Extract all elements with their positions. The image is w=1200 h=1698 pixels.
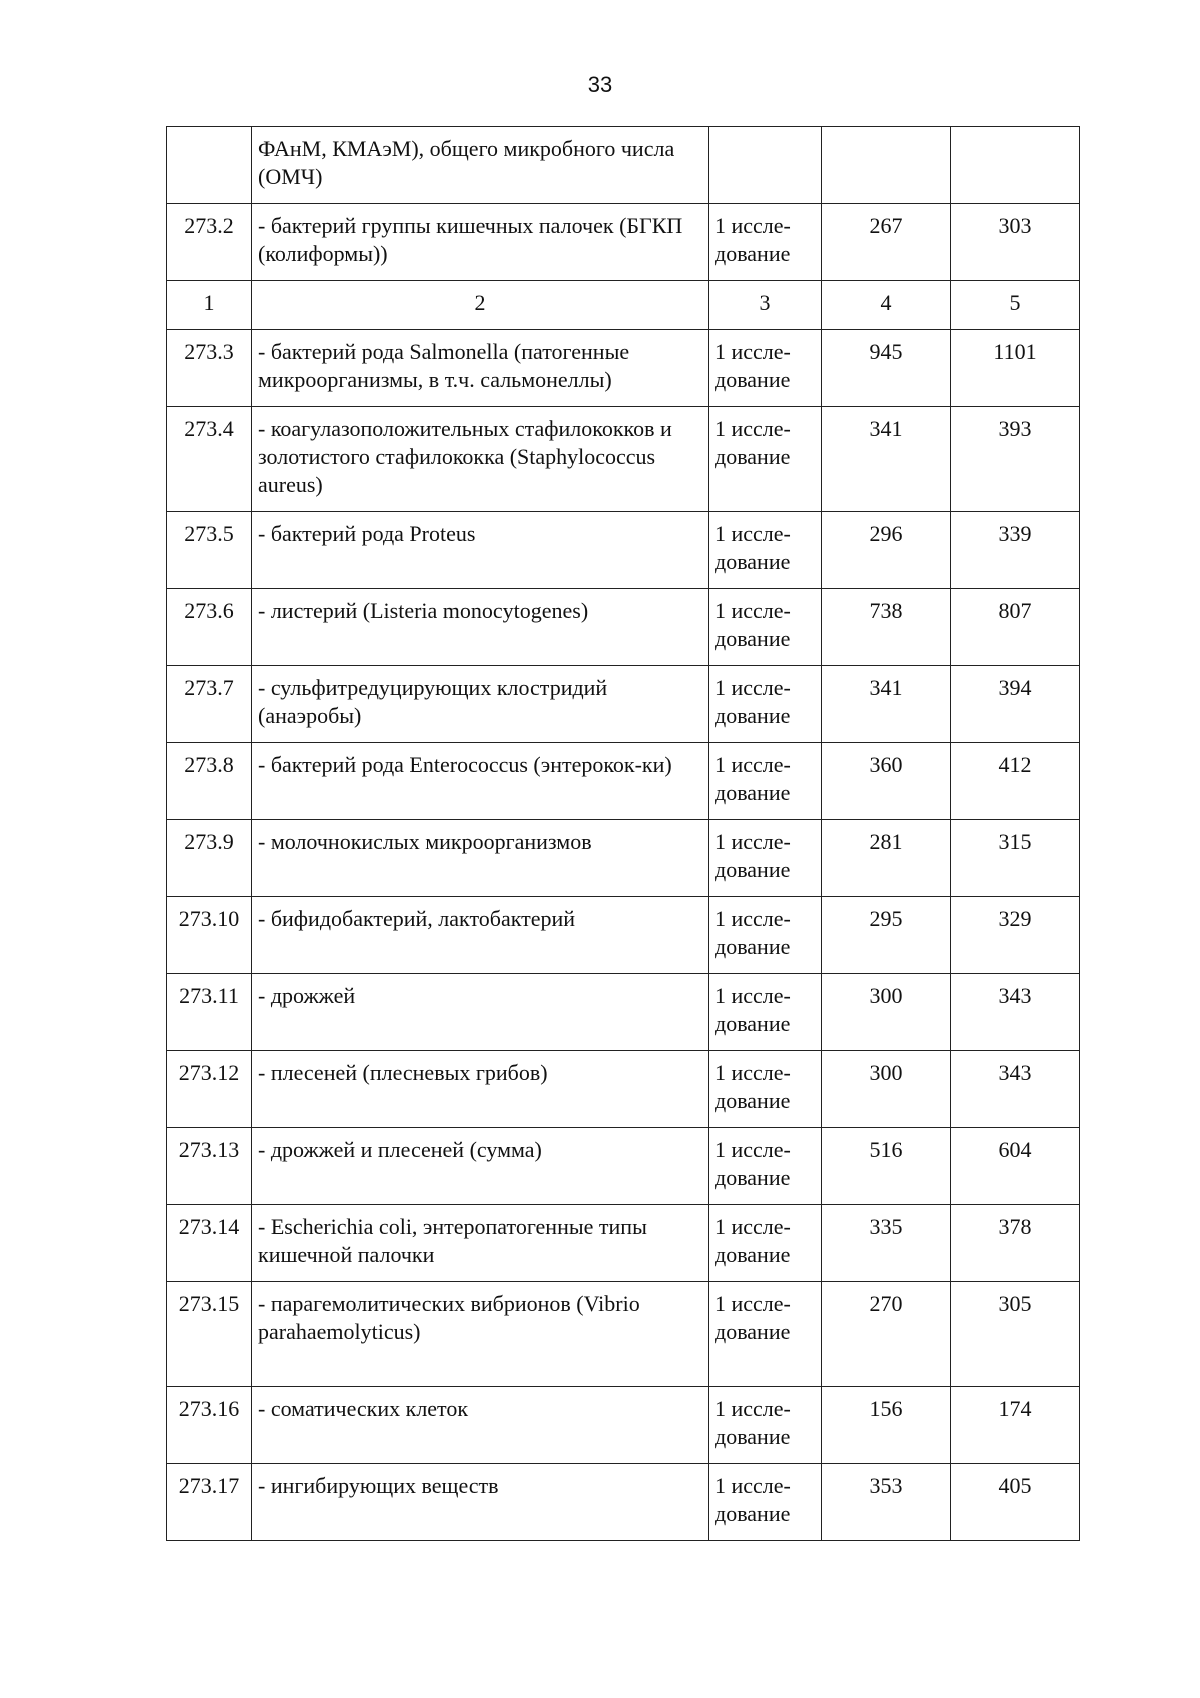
row-unit-cell: 1 иссле-дование xyxy=(709,820,822,897)
row-name-cell: - бактерий рода Salmonella (патогенные микроорганизмы, в т.ч. сальмонеллы) xyxy=(252,330,709,407)
page-number: 33 xyxy=(587,72,613,97)
table-row xyxy=(167,974,1080,1051)
row-price1-cell: 156 xyxy=(822,1387,951,1464)
row-price1-cell: 353 xyxy=(822,1464,951,1541)
row-price2-cell: 303 xyxy=(951,204,1080,281)
row-price1-cell: 296 xyxy=(822,512,951,589)
row-name-cell: - дрожжей и плесеней (сумма) xyxy=(252,1128,709,1205)
table-row xyxy=(167,407,1080,512)
row-price1-cell: 295 xyxy=(822,897,951,974)
row-unit-cell: 1 иссле-дование xyxy=(709,204,822,281)
row-price2-cell: 604 xyxy=(951,1128,1080,1205)
row-price2-cell: 329 xyxy=(951,897,1080,974)
row-number-cell: 273.12 xyxy=(167,1051,252,1128)
row-unit-cell: 1 иссле-дование xyxy=(709,666,822,743)
row-number-cell: 273.4 xyxy=(167,407,252,512)
row-number-cell: 273.11 xyxy=(167,974,252,1051)
row-number-cell: 273.3 xyxy=(167,330,252,407)
row-name-cell: - парагемолитических вибрионов (Vibrio parahaemolyticus) xyxy=(252,1282,709,1387)
column-index-cell: 1 xyxy=(167,281,252,330)
row-name-cell: - бактерий рода Enterococcus (энтерокок-ки) xyxy=(252,743,709,820)
row-price1-cell: 516 xyxy=(822,1128,951,1205)
row-unit-cell: 1 иссле-дование xyxy=(709,407,822,512)
row-price2-cell: 378 xyxy=(951,1205,1080,1282)
row-number-cell: 273.14 xyxy=(167,1205,252,1282)
row-price1-cell xyxy=(822,127,951,204)
row-number-cell: 273.17 xyxy=(167,1464,252,1541)
row-price1-cell: 341 xyxy=(822,407,951,512)
table-row xyxy=(167,204,1080,281)
table-row xyxy=(167,743,1080,820)
row-number-cell: 273.10 xyxy=(167,897,252,974)
row-unit-cell: 1 иссле-дование xyxy=(709,974,822,1051)
row-price1-cell: 341 xyxy=(822,666,951,743)
row-price2-cell: 343 xyxy=(951,974,1080,1051)
row-unit-cell: 1 иссле-дование xyxy=(709,1464,822,1541)
row-price2-cell: 339 xyxy=(951,512,1080,589)
row-price2-cell: 1101 xyxy=(951,330,1080,407)
row-price2-cell: 393 xyxy=(951,407,1080,512)
column-index-cell: 4 xyxy=(822,281,951,330)
row-name-cell: - плесеней (плесневых грибов) xyxy=(252,1051,709,1128)
row-name-cell: - сульфитредуцирующих клостридий (анаэробы) xyxy=(252,666,709,743)
row-unit-cell: 1 иссле-дование xyxy=(709,743,822,820)
row-price2-cell: 405 xyxy=(951,1464,1080,1541)
row-unit-cell: 1 иссле-дование xyxy=(709,897,822,974)
row-price1-cell: 738 xyxy=(822,589,951,666)
row-name-cell: - бактерий группы кишечных палочек (БГКП (колиформы)) xyxy=(252,204,709,281)
table-row xyxy=(167,127,1080,204)
table-row xyxy=(167,589,1080,666)
row-name-cell: - молочнокислых микроорганизмов xyxy=(252,820,709,897)
row-number-cell: 273.6 xyxy=(167,589,252,666)
row-price1-cell: 267 xyxy=(822,204,951,281)
row-number-cell: 273.16 xyxy=(167,1387,252,1464)
row-name-cell: - листерий (Listeria monocytogenes) xyxy=(252,589,709,666)
column-index-cell: 5 xyxy=(951,281,1080,330)
row-number-cell: 273.5 xyxy=(167,512,252,589)
row-name-cell: - соматических клеток xyxy=(252,1387,709,1464)
row-number-cell: 273.9 xyxy=(167,820,252,897)
row-name-cell: - коагулазоположительных стафилококков и золотистого стафилококка (Staphylococcus aureus) xyxy=(252,407,709,512)
row-price2-cell: 305 xyxy=(951,1282,1080,1387)
table-row xyxy=(167,666,1080,743)
row-number-cell: 273.8 xyxy=(167,743,252,820)
row-price1-cell: 300 xyxy=(822,974,951,1051)
table-row xyxy=(167,1051,1080,1128)
row-price1-cell: 281 xyxy=(822,820,951,897)
row-price1-cell: 945 xyxy=(822,330,951,407)
row-price2-cell: 412 xyxy=(951,743,1080,820)
table-row xyxy=(167,1205,1080,1282)
row-price2-cell: 807 xyxy=(951,589,1080,666)
row-unit-cell: 1 иссле-дование xyxy=(709,1051,822,1128)
column-index-cell: 3 xyxy=(709,281,822,330)
row-unit-cell: 1 иссле-дование xyxy=(709,589,822,666)
row-number-cell xyxy=(167,127,252,204)
table-row xyxy=(167,820,1080,897)
row-name-cell: - Escherichia coli, энтеропатогенные типы кишечной палочки xyxy=(252,1205,709,1282)
row-price2-cell: 343 xyxy=(951,1051,1080,1128)
row-number-cell: 273.2 xyxy=(167,204,252,281)
row-unit-cell xyxy=(709,127,822,204)
row-number-cell: 273.7 xyxy=(167,666,252,743)
row-name-cell: - дрожжей xyxy=(252,974,709,1051)
row-unit-cell: 1 иссле-дование xyxy=(709,512,822,589)
row-price2-cell xyxy=(951,127,1080,204)
row-price2-cell: 315 xyxy=(951,820,1080,897)
column-index-row xyxy=(167,281,1080,330)
row-unit-cell: 1 иссле-дование xyxy=(709,1205,822,1282)
table-row xyxy=(167,897,1080,974)
row-number-cell: 273.13 xyxy=(167,1128,252,1205)
row-price1-cell: 270 xyxy=(822,1282,951,1387)
row-name-cell: - бифидобактерий, лактобактерий xyxy=(252,897,709,974)
table-row xyxy=(167,1282,1080,1387)
row-price2-cell: 394 xyxy=(951,666,1080,743)
row-unit-cell: 1 иссле-дование xyxy=(709,1387,822,1464)
table-row xyxy=(167,1128,1080,1205)
row-number-cell: 273.15 xyxy=(167,1282,252,1387)
row-price2-cell: 174 xyxy=(951,1387,1080,1464)
row-name-cell: - ингибирующих веществ xyxy=(252,1464,709,1541)
row-price1-cell: 335 xyxy=(822,1205,951,1282)
table-row xyxy=(167,512,1080,589)
row-price1-cell: 300 xyxy=(822,1051,951,1128)
table-row xyxy=(167,1464,1080,1541)
row-unit-cell: 1 иссле-дование xyxy=(709,1282,822,1387)
row-name-cell: ФАнМ, КМАэМ), общего микробного числа (ОМЧ) xyxy=(252,127,709,204)
column-index-cell: 2 xyxy=(252,281,709,330)
row-unit-cell: 1 иссле-дование xyxy=(709,1128,822,1205)
row-price1-cell: 360 xyxy=(822,743,951,820)
table-row xyxy=(167,330,1080,407)
row-unit-cell: 1 иссле-дование xyxy=(709,330,822,407)
price-table xyxy=(166,126,1080,1541)
table-row xyxy=(167,1387,1080,1464)
row-name-cell: - бактерий рода Proteus xyxy=(252,512,709,589)
